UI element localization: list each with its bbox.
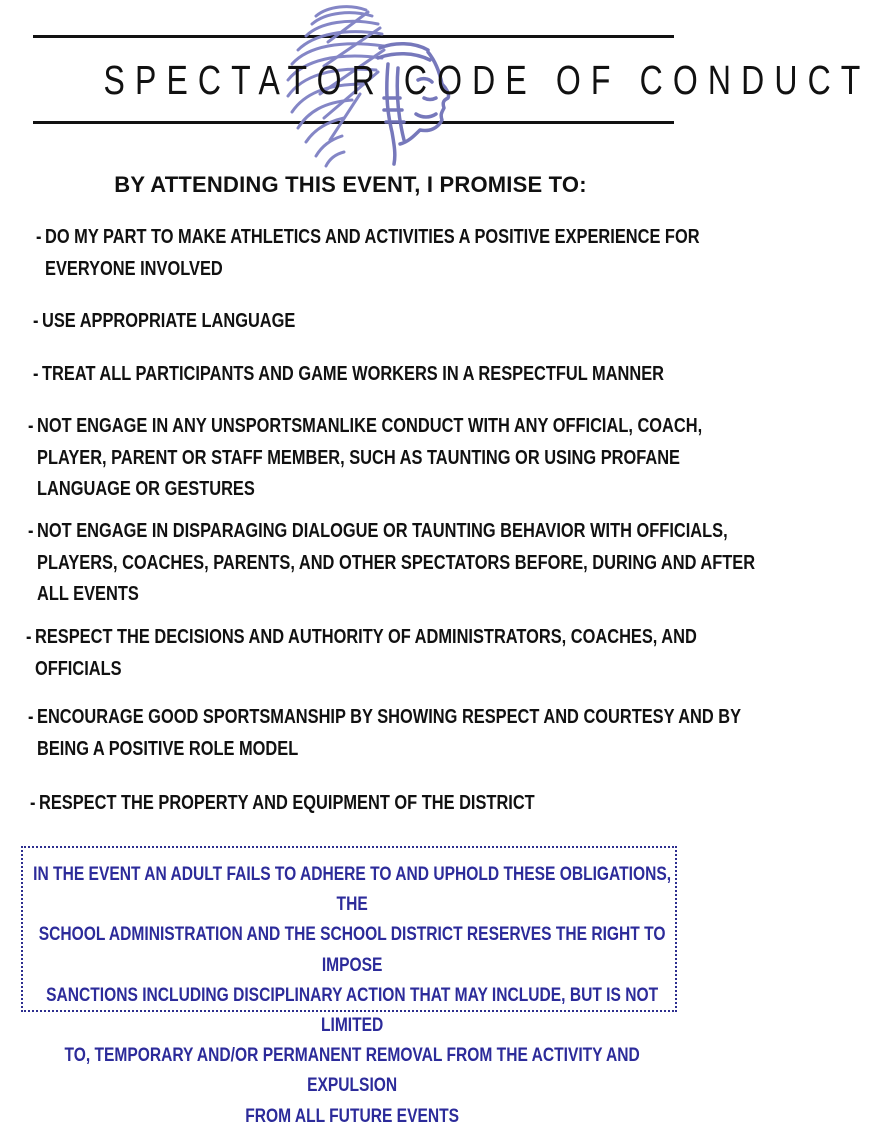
promise-line: BEING A POSITIVE ROLE MODEL bbox=[37, 737, 299, 760]
promise-line: NOT ENGAGE IN DISPARAGING DIALOGUE OR TAUNTING BEHAVIOR WITH OFFICIALS, bbox=[37, 520, 728, 542]
promise-item: - RESPECT THE DECISIONS AND AUTHORITY OF ADMINISTRATORS, COACHES, AND OFFICIALS bbox=[26, 622, 697, 685]
promise-line: NOT ENGAGE IN ANY UNSPORTSMANLIKE CONDUCT WITH ANY OFFICIAL, COACH, bbox=[37, 415, 703, 437]
notice-line: SANCTIONS INCLUDING DISCIPLINARY ACTION THAT MAY INCLUDE, BUT IS NOT LIMITED bbox=[46, 984, 659, 1037]
promise-line: ENCOURAGE GOOD SPORTSMANSHIP BY SHOWING RESPECT AND COURTESY AND BY bbox=[37, 706, 742, 728]
promise-item: - USE APPROPRIATE LANGUAGE bbox=[33, 310, 296, 332]
promise-item: - TREAT ALL PARTICIPANTS AND GAME WORKERS IN A RESPECTFUL MANNER bbox=[33, 363, 665, 385]
notice-line: TO, TEMPORARY AND/OR PERMANENT REMOVAL FROM THE ACTIVITY AND EXPULSION bbox=[64, 1045, 640, 1097]
promise-line: PLAYER, PARENT OR STAFF MEMBER, SUCH AS TAUNTING OR USING PROFANE bbox=[37, 446, 681, 469]
promise-line: TREAT ALL PARTICIPANTS AND GAME WORKERS IN A RESPECTFUL MANNER bbox=[42, 363, 665, 385]
promise-line: ALL EVENTS bbox=[37, 583, 139, 605]
page-title: SPECTATOR CODE OF CONDUCT bbox=[103, 57, 871, 103]
promise-line: LANGUAGE OR GESTURES bbox=[37, 478, 255, 500]
promise-item: - NOT ENGAGE IN DISPARAGING DIALOGUE OR TAUNTING BEHAVIOR WITH OFFICIALS, PLAYERS, COACHES, PARENTS, AND OTHER SPECTATORS BEFORE, DURING AND AFTER ALL EVENTS bbox=[28, 516, 755, 611]
notice-line: FROM ALL FUTURE EVENTS bbox=[245, 1105, 460, 1127]
promise-item: - DO MY PART TO MAKE ATHLETICS AND ACTIVITIES A POSITIVE EXPERIENCE FOR EVERYONE INVOLVED bbox=[36, 222, 700, 285]
promise-item: - ENCOURAGE GOOD SPORTSMANSHIP BY SHOWING RESPECT AND COURTESY AND BY BEING A POSITIVE ROLE MODEL bbox=[28, 702, 741, 765]
promise-line: EVERYONE INVOLVED bbox=[45, 257, 223, 280]
promise-line: RESPECT THE PROPERTY AND EQUIPMENT OF THE DISTRICT bbox=[39, 792, 535, 814]
notice-line: IN THE EVENT AN ADULT FAILS TO ADHERE TO AND UPHOLD THESE OBLIGATIONS, THE bbox=[33, 864, 672, 916]
promise-line: DO MY PART TO MAKE ATHLETICS AND ACTIVITIES A POSITIVE EXPERIENCE FOR bbox=[45, 226, 700, 248]
promise-line: PLAYERS, COACHES, PARENTS, AND OTHER SPECTATORS BEFORE, DURING AND AFTER bbox=[37, 551, 756, 574]
promise-item: - RESPECT THE PROPERTY AND EQUIPMENT OF THE DISTRICT bbox=[30, 792, 535, 814]
promise-line: USE APPROPRIATE LANGUAGE bbox=[42, 310, 296, 332]
promise-line: OFFICIALS bbox=[35, 657, 122, 680]
notice-line: SCHOOL ADMINISTRATION AND THE SCHOOL DISTRICT RESERVES THE RIGHT TO IMPOSE bbox=[38, 924, 666, 976]
notice-text bbox=[27, 860, 677, 1132]
promise-line: RESPECT THE DECISIONS AND AUTHORITY OF ADMINISTRATORS, COACHES, AND bbox=[35, 626, 697, 648]
promise-item: - NOT ENGAGE IN ANY UNSPORTSMANLIKE CONDUCT WITH ANY OFFICIAL, COACH, PLAYER, PARENT OR STAFF MEMBER, SUCH AS TAUNTING OR USING PROFANE LANGUAGE OR GESTURES bbox=[28, 411, 702, 506]
notice-box bbox=[21, 846, 677, 1127]
intro-heading: BY ATTENDING THIS EVENT, I PROMISE TO: bbox=[114, 172, 587, 197]
